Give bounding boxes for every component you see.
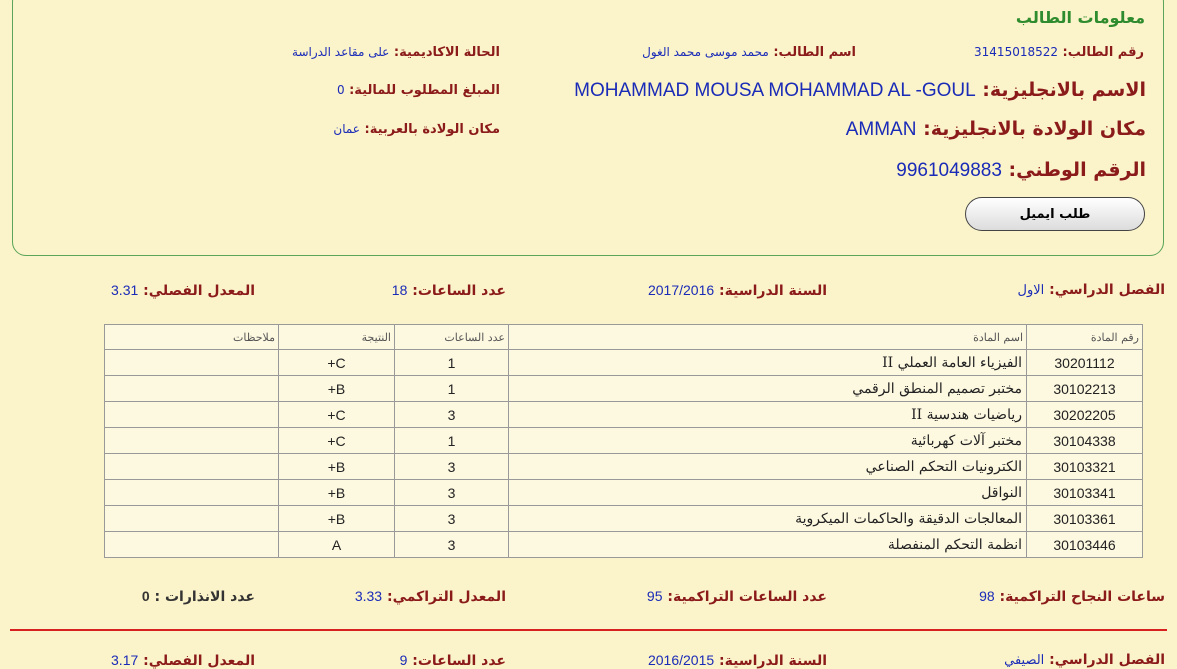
- birthplace-en-field: [846, 118, 1146, 141]
- table-row: [105, 454, 1143, 480]
- course-name: رياضيات هندسية II: [509, 402, 1027, 428]
- english-name-label: الاسم بالانجليزية:: [982, 79, 1146, 101]
- section-divider: [10, 629, 1167, 631]
- academic-status-field: [292, 45, 500, 60]
- next-semester-value: الصيفي: [1004, 652, 1045, 667]
- english-name-value: MOHAMMAD MOUSA MOHAMMAD AL -GOUL: [574, 80, 976, 101]
- warnings-field: [142, 588, 255, 605]
- table-row: [105, 480, 1143, 506]
- cgpa-field: [355, 588, 506, 605]
- amount-due-value: 0: [336, 83, 345, 97]
- next-semester-label: الفصل الدراسي:: [1049, 652, 1165, 668]
- course-code: 30202205: [1027, 402, 1143, 428]
- national-id-label: الرقم الوطني:: [1008, 159, 1146, 181]
- next-gpa-field: [111, 652, 255, 669]
- birthplace-en-value: AMMAN: [845, 119, 917, 140]
- student-info-title: معلومات الطالب: [1015, 8, 1145, 27]
- table-row: [105, 376, 1143, 402]
- next-hours-label: عدد الساعات:: [412, 653, 506, 669]
- course-hours: 3: [395, 480, 509, 506]
- birthplace-ar-value: عمان: [333, 122, 360, 136]
- course-name: الفيزياء العامة العملي II: [509, 350, 1027, 376]
- column-header-hours: عدد الساعات: [395, 325, 509, 350]
- course-hours: 3: [395, 402, 509, 428]
- table-row: [105, 532, 1143, 558]
- course-code: 30201112: [1027, 350, 1143, 376]
- passed-hours-field: [979, 588, 1165, 605]
- course-name: المعالجات الدقيقة والحاكمات الميكروية: [509, 506, 1027, 532]
- column-header-notes: ملاحظات: [105, 325, 279, 350]
- birthplace-en-label: مكان الولادة بالانجليزية:: [923, 118, 1146, 140]
- course-notes: [105, 428, 279, 454]
- course-code: 30103361: [1027, 506, 1143, 532]
- cgpa-label: المعدل التراكمي:: [386, 589, 506, 605]
- semester-gpa-field: [111, 282, 255, 299]
- student-number-label: رقم الطالب:: [1062, 45, 1144, 60]
- academic-status-value: على مقاعد الدراسة: [292, 45, 390, 59]
- total-hours-field: [647, 588, 827, 605]
- course-hours: 3: [395, 532, 509, 558]
- semester-label: الفصل الدراسي:: [1049, 282, 1165, 298]
- national-id-value: 9961049883: [896, 160, 1002, 181]
- next-semester-field: [1004, 652, 1165, 668]
- course-hours: 1: [395, 350, 509, 376]
- year-value: 2017/2016: [647, 282, 715, 298]
- column-header-code: رقم المادة: [1027, 325, 1143, 350]
- semester-gpa-value: 3.31: [111, 282, 139, 298]
- hours-label: عدد الساعات:: [412, 283, 506, 299]
- course-notes: [105, 402, 279, 428]
- national-id-field: [896, 159, 1146, 182]
- academic-status-label: الحالة الاكاديمية:: [393, 45, 500, 60]
- amount-due-label: المبلغ المطلوب للمالية:: [349, 83, 500, 98]
- course-code: 30103341: [1027, 480, 1143, 506]
- course-hours: 3: [395, 506, 509, 532]
- course-grade: B+: [279, 376, 395, 402]
- table-header-row: [105, 325, 1143, 350]
- course-notes: [105, 480, 279, 506]
- student-number-field: [974, 45, 1144, 60]
- course-code: 30102213: [1027, 376, 1143, 402]
- course-grade: B+: [279, 454, 395, 480]
- course-name: النواقل: [509, 480, 1027, 506]
- next-hours-field: [400, 652, 506, 669]
- course-hours: 3: [395, 454, 509, 480]
- next-year-value: 2016/2015: [647, 652, 715, 668]
- column-header-name: اسم المادة: [509, 325, 1027, 350]
- course-grade: B+: [279, 506, 395, 532]
- course-name: انظمة التحكم المنفصلة: [509, 532, 1027, 558]
- course-code: 30103446: [1027, 532, 1143, 558]
- semester-value: الاول: [1017, 282, 1045, 297]
- amount-due-field: [337, 83, 500, 98]
- course-notes: [105, 350, 279, 376]
- cgpa-value: 3.33: [354, 588, 383, 604]
- warnings-label: عدد الانذارات :: [154, 589, 255, 605]
- course-name: مختبر تصميم المنطق الرقمي: [509, 376, 1027, 402]
- course-grade: C+: [279, 402, 395, 428]
- student-name-field: [642, 45, 856, 60]
- table-row: [105, 350, 1143, 376]
- course-notes: [105, 532, 279, 558]
- next-gpa-value: 3.17: [111, 652, 139, 668]
- column-header-grade: النتيجة: [279, 325, 395, 350]
- table-row: [105, 506, 1143, 532]
- year-label: السنة الدراسية:: [719, 283, 827, 299]
- course-grade: C+: [279, 428, 395, 454]
- passed-hours-label: ساعات النجاح التراكمية:: [999, 589, 1165, 605]
- student-number-value: 31415018522: [974, 45, 1059, 59]
- course-grade: B+: [279, 480, 395, 506]
- next-gpa-label: المعدل الفصلي:: [143, 653, 255, 669]
- student-name-label: اسم الطالب:: [773, 45, 856, 60]
- next-hours-value: 9: [399, 652, 408, 668]
- course-notes: [105, 506, 279, 532]
- semester-gpa-label: المعدل الفصلي:: [143, 283, 255, 299]
- request-email-button[interactable]: طلب ايميل: [965, 197, 1145, 231]
- table-row: [105, 402, 1143, 428]
- hours-field: [392, 282, 506, 299]
- course-grade: C+: [279, 350, 395, 376]
- courses-table: [104, 324, 1143, 558]
- year-field: [648, 282, 827, 299]
- next-year-label: السنة الدراسية:: [719, 653, 827, 669]
- birthplace-ar-field: [333, 122, 500, 137]
- course-name: الكترونيات التحكم الصناعي: [509, 454, 1027, 480]
- course-hours: 1: [395, 376, 509, 402]
- hours-value: 18: [391, 282, 408, 298]
- course-name: مختبر آلات كهربائية: [509, 428, 1027, 454]
- birthplace-ar-label: مكان الولادة بالعربية:: [364, 122, 500, 137]
- course-code: 30104338: [1027, 428, 1143, 454]
- passed-hours-value: 98: [979, 588, 995, 604]
- total-hours-label: عدد الساعات التراكمية:: [667, 589, 827, 605]
- semester-field: [1018, 282, 1165, 298]
- next-year-field: [648, 652, 827, 669]
- english-name-field: [574, 79, 1146, 102]
- course-code: 30103321: [1027, 454, 1143, 480]
- total-hours-value: 95: [646, 588, 663, 604]
- course-grade: A: [279, 532, 395, 558]
- student-name-value: محمد موسى محمد الغول: [642, 45, 769, 59]
- table-row: [105, 428, 1143, 454]
- warnings-value: 0: [141, 588, 150, 604]
- course-notes: [105, 376, 279, 402]
- course-notes: [105, 454, 279, 480]
- course-hours: 1: [395, 428, 509, 454]
